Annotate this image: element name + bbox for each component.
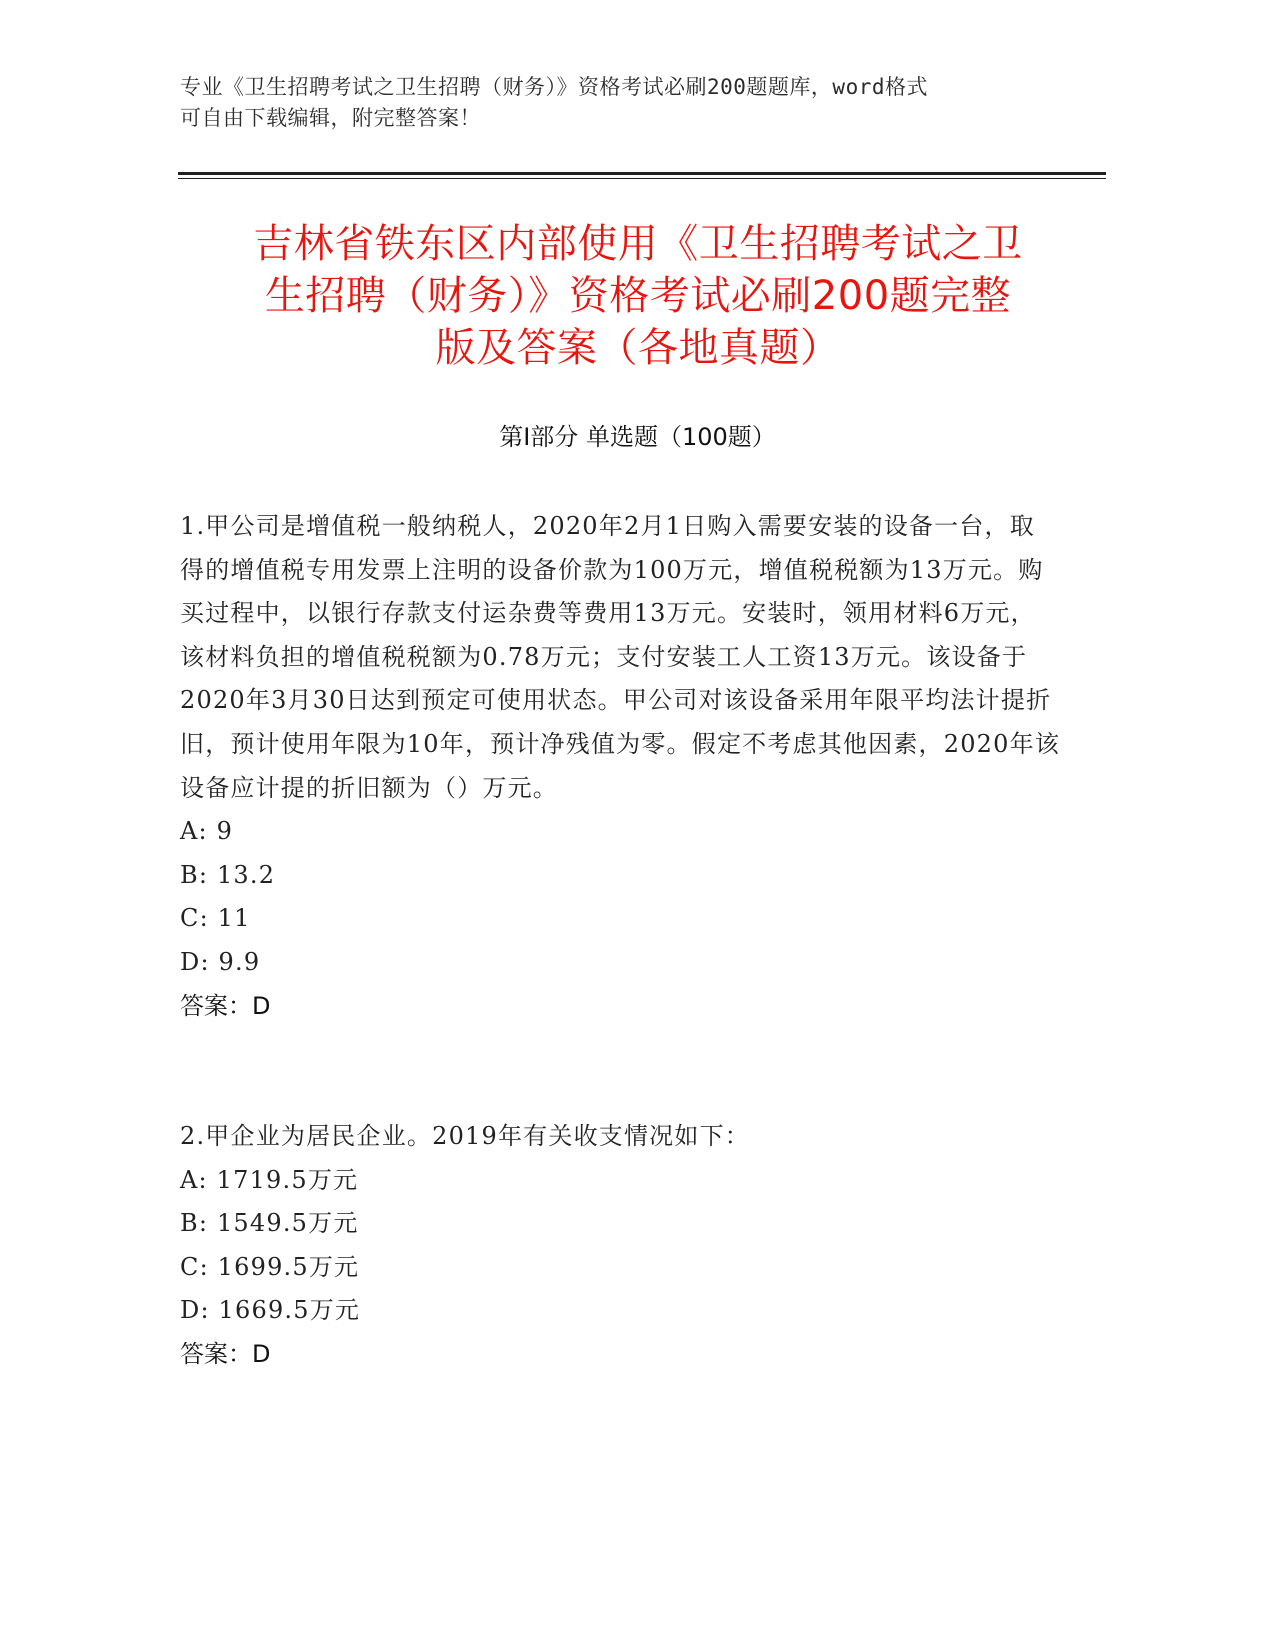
header-note-line-2: 可自由下载编辑，附完整答案！: [180, 106, 481, 130]
option-c: C: 11: [180, 904, 251, 933]
option-a: A: 9: [180, 817, 234, 846]
option-d: D: 9.9: [180, 947, 261, 976]
title-line-2: 生招聘（财务）》资格考试必刷200题完整: [264, 273, 1012, 319]
question-1: [180, 505, 1060, 1028]
question-2: [180, 1115, 1060, 1377]
question-stem: 2.甲企业为居民企业。2019年有关收支情况如下：: [180, 1122, 750, 1150]
document-title: [180, 218, 1096, 374]
option-a: A: 1719.5万元: [180, 1165, 359, 1194]
title-line-3: 版及答案（各地真题）: [435, 325, 841, 371]
option-d: D: 1669.5万元: [180, 1296, 361, 1325]
header-divider-thick: [178, 172, 1106, 175]
answer: 答案：D: [180, 1339, 271, 1368]
option-c: C: 1699.5万元: [180, 1252, 360, 1281]
question-stem: 1.甲公司是增值税一般纳税人，2020年2月1日购入需要安装的设备一台，取得的增值税专用发票上注明的设备价款为100万元，增值税税额为13万元。购买过程中，以银行存款支付运杂费等费用13万元。安装时，领用材料6万元，该材料负担的增值税税额为0.78万元；支付安装工人工资13万元。该设备于2020年3月30日达到预定可使用状态。甲公司对该设备采用年限平均法计提折旧，预计使用年限为10年，预计净残值为零。假定不考虑其他因素，2020年该设备应计提的折旧额为（）万元。: [180, 512, 1061, 802]
answer: 答案：D: [180, 991, 271, 1020]
option-b: B: 13.2: [180, 860, 276, 889]
header-note: [180, 72, 1100, 134]
title-line-1: 吉林省铁东区内部使用《卫生招聘考试之卫: [253, 221, 1023, 267]
header-divider-thin: [178, 178, 1106, 179]
option-b: B: 1549.5万元: [180, 1209, 359, 1238]
section-heading: 第I部分 单选题（100题）: [499, 423, 776, 451]
header-note-line-1: 专业《卫生招聘考试之卫生招聘（财务）》资格考试必刷200题题库，word格式: [180, 75, 928, 99]
